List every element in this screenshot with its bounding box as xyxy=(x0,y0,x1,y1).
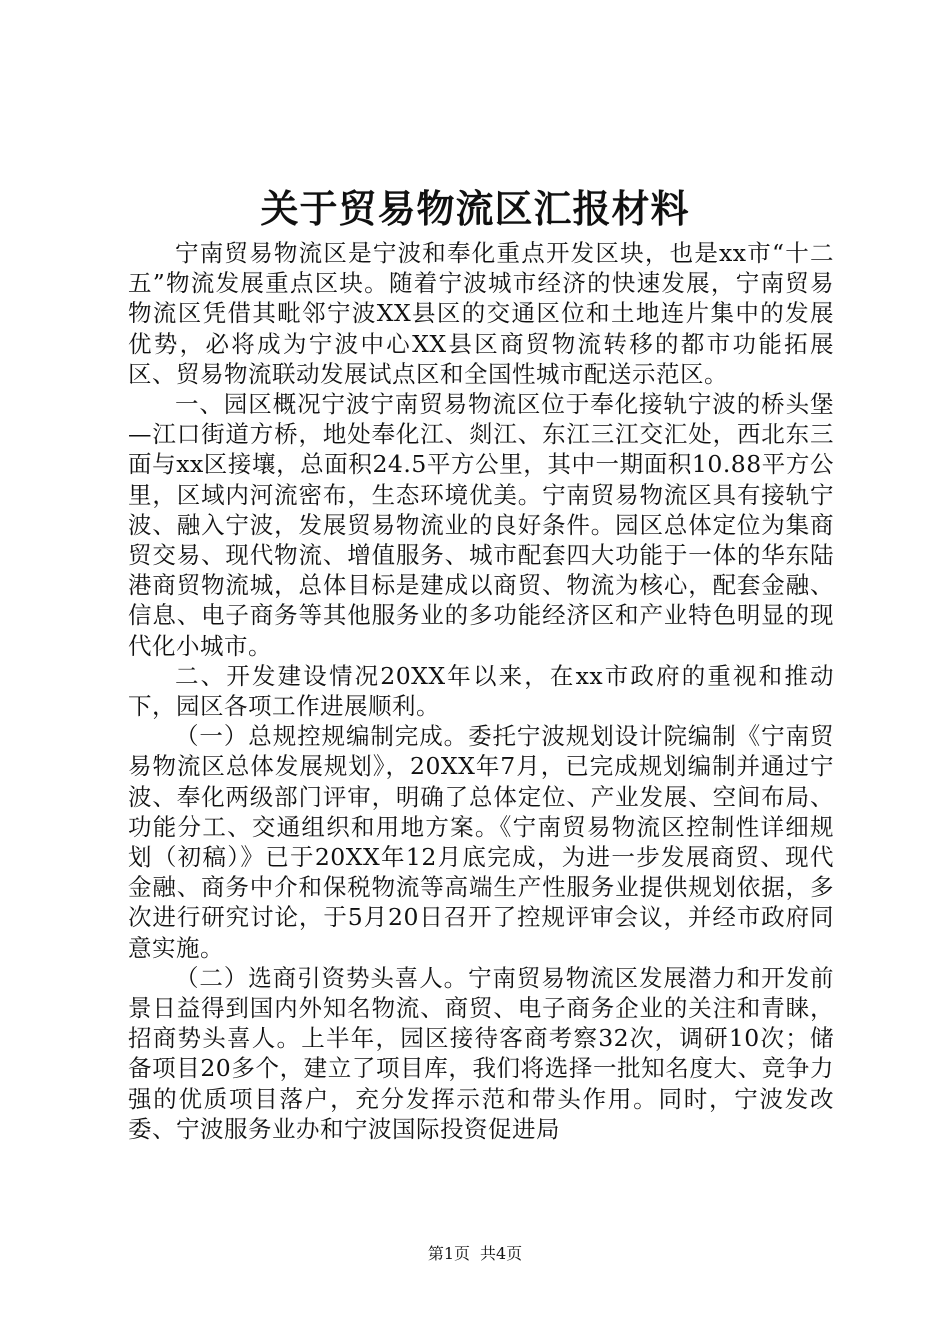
paragraph-investment: （二）选商引资势头喜人。宁南贸易物流区发展潜力和开发前景日益得到国内外知名物流、商贸、电子商务企业的关注和青睐，招商势头喜人。上半年，园区接待客商考察32次，调研10次；储备项目20多个，建立了项目库，我们将选择一批知名度大、竞争力强的优质项目落户，充分发挥示范和带头作用。同时，宁波发改委、宁波服务业办和宁波国际投资促进局 xyxy=(128,963,834,1143)
paragraph-park-overview: 一、园区概况宁波宁南贸易物流区位于奉化接轨宁波的桥头堡—江口街道方桥，地处奉化江、剡江、东江三江交汇处，西北东三面与xx区接壤，总面积24.5平方公里，其中一期面积10.88平方公里，区域内河流密布，生态环境优美。宁南贸易物流区具有接轨宁波、融入宁波，发展贸易物流业的良好条件。园区总体定位为集商贸交易、现代物流、增值服务、城市配套四大功能于一体的华东陆港商贸物流城，总体目标是建成以商贸、物流为核心，配套金融、信息、电子商务等其他服务业的多功能经济区和产业特色明显的现代化小城市。 xyxy=(128,390,834,660)
document-title: 关于贸易物流区汇报材料 xyxy=(260,186,690,231)
paragraph-development-status: 二、开发建设情况20XX年以来，在xx市政府的重视和推动下，园区各项工作进展顺利。 xyxy=(128,661,834,721)
paragraph-intro: 宁南贸易物流区是宁波和奉化重点开发区块，也是xx市“十二五”物流发展重点区块。随着宁波城市经济的快速发展，宁南贸易物流区凭借其毗邻宁波XX县区的交通区位和土地连片集中的发展优势，必将成为宁波中心XX县区商贸物流转移的都市功能拓展区、贸易物流联动发展试点区和全国性城市配送示范区。 xyxy=(128,239,834,388)
page-footer xyxy=(0,1244,950,1264)
paragraph-planning: （一）总规控规编制完成。委托宁波规划设计院编制《宁南贸易物流区总体发展规划》，20XX年7月，已完成规划编制并通过宁波、奉化两级部门评审，明确了总体定位、产业发展、空间布局、功能分工、交通组织和用地方案。《宁南贸易物流区控制性详细规划（初稿）》已于20XX年12月底完成，为进一步发展商贸、现代金融、商务中介和保税物流等高端生产性服务业提供规划依据，多次进行研究讨论，于5月20日召开了控规评审会议，并经市政府同意实施。 xyxy=(128,722,834,962)
document-body xyxy=(128,238,834,1144)
page-number: 第1页 xyxy=(427,1244,470,1263)
page-total: 共4页 xyxy=(480,1244,523,1263)
